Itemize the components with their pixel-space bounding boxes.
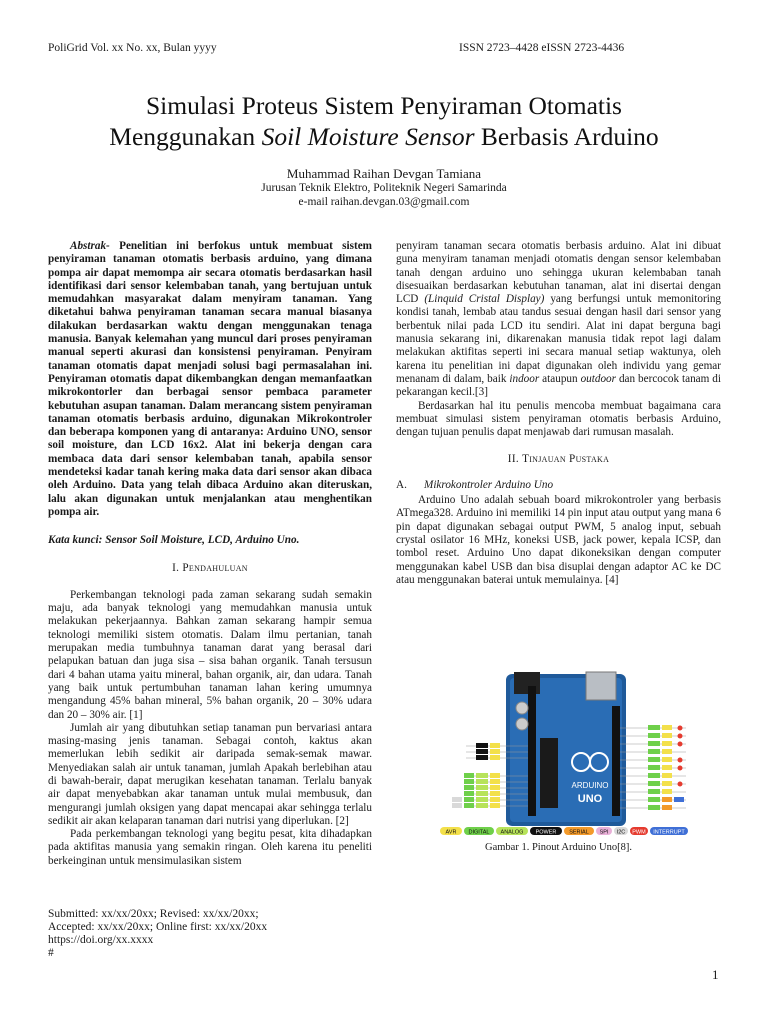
subsection-title: Mikrokontroler Arduino Uno [424, 478, 554, 491]
board-model: UNO [577, 793, 603, 805]
italic-term: (Linquid Cristal Display) [424, 293, 545, 306]
paragraph: Jumlah air yang dibutuhkan setiap tanaman pun bervariasi antara masing-masing jenis tanaman. Sebagai contoh, kaktus akan memerlukan lebih sedikit air daripada semak-semak mawar. Menyediakan salah air untuk tanaman, jumlah Apakah berlebihan atau di bawah-berair, dapat merugikan kesehatan tanaman. Terlalu banyak air dapat menyebabkan akar tanaman untuk mulai membusuk, dan mengurangi jumlah oksigen yang dapat mencapai akar sehingga terlalu sedikit air akan kelaparan tanaman dari nutrisi yang diperlukan. [2] [48, 721, 372, 827]
legend-label: SPI [599, 829, 609, 836]
arduino-board [506, 672, 626, 826]
legend-label: AVR [445, 829, 457, 836]
footer-hash: # [48, 947, 54, 959]
legend-label: INTERRUPT [653, 829, 685, 836]
section-number: II. [507, 453, 519, 466]
footer-doi[interactable]: https://doi.org/xx.xxxx [48, 934, 154, 946]
text: ataupun [539, 372, 581, 385]
affiliation: Jurusan Teknik Elektro, Politeknik Negeri Samarinda [261, 182, 507, 194]
issn-header: ISSN 2723–4428 eISSN 2723-4436 [459, 42, 625, 54]
footer-submitted: Submitted: xx/xx/20xx; Revised: xx/xx/20xx; [48, 908, 259, 920]
legend-label: I2C [616, 829, 626, 836]
subsection-heading [396, 479, 721, 492]
text: dan bercocok tanam di pekarangan kecil.[3] [396, 372, 721, 399]
text: penyiram tanaman secara otomatis berbasis arduino. Alat ini dibuat guna menyiram tanaman menjadi otomatis dengan sensor kelembaban tanah dengan arduino uno sehingga ukuran kelembaban tanah disesuaikan berdasarkan kebutuhan tanaman, alat ini disertai dengan LCD [396, 240, 721, 306]
legend-label: DIGITAL [468, 829, 490, 836]
right-column [396, 240, 721, 587]
section-heading-1 [48, 562, 372, 575]
title-text: Berbasis Arduino [474, 122, 659, 151]
text: yang berfungsi untuk memonitoring kondisi tanah, lembab atau tandus sesuai dengan hasil dari sensor yang berbentuk nilai pada LCD itu sendiri. Alat ini dapat berguna bagi manusia sekarang ini, dikarenakan manusia tidak repot lagi dalam melakukan aktifitas seperti ini secara manual setiap waktunya, oleh karena itu penelitian ini dapat digunakan oleh individu yang gemar menanam di dalam, baik [396, 293, 722, 385]
section-title: Pendahuluan [182, 561, 248, 574]
paragraph: Pada perkembangan teknologi yang begitu pesat, kita dihadapkan pada aktifitas manusia yang semakin ringan. Oleh karena itu peneliti berkeinginan untuk mensimulasikan sistem [48, 828, 372, 867]
legend-label: ANALOG [500, 829, 524, 836]
legend-label: POWER [535, 829, 557, 836]
italic-term: outdoor [580, 372, 616, 385]
abstract-text: Penelitian ini berfokus untuk membuat sistem penyiraman tanaman otomatis berbasis arduino, yang dimana pompa air dapat memompa air secara otomatis berdasarkan hasil identifikasi dari sensor kelembaban tanah, yang bertujuan untuk memudahkan masyarakat dalam menyiram tanaman. Yang diketahui bahwa penyiraman tanaman secara manual biasanya dilakukan berdasarkan waktu dengan menggunakan tenaga manusia. Banyak kelemahan yang muncul dari proses penyiraman manual seperti akurasi dan konsistensi penyiraman. Penyiram tanaman otomatis dapat menjadi solusi bagi permasalahan ini. Penyiraman otomatis dapat dikembangkan dengan memanfaatkan mikrokontorler dan berbagai sensor pembaca parameter kebutuhan asupan tanaman. Dalam merancang sistem penyiraman tanaman otomatis berbasis arduino, digunakan Mikrokontroler dan beberapa komponen yang di antaranya: Arduino UNO, sensor soil moisture, dan LCD 16x2. Alat ini bekerja dengan cara membaca data dari sensor kelembaban tanah, apabila sensor mendeteksi kadar tanah kering maka data dari sensor akan dibaca oleh Arduino. Data yang telah dibaca Arduino akan diteruskan, lalu akan digunakan untuk menjalankan atau menghentikan pompa air. [48, 240, 373, 518]
italic-term: indoor [509, 372, 540, 385]
section-heading-2 [396, 453, 721, 466]
journal-header: PoliGrid Vol. xx No. xx, Bulan yyyy [48, 42, 217, 54]
paper-title-line2 [0, 121, 768, 152]
arduino-pinout-figure [436, 666, 698, 842]
keywords: Kata kunci: Sensor Soil Moisture, LCD, Arduino Uno. [48, 534, 300, 547]
figure-caption: Gambar 1. Pinout Arduino Uno[8]. [485, 842, 632, 853]
abstract-label: Abstrak- [70, 240, 110, 252]
author-email: e-mail raihan.devgan.03@gmail.com [298, 196, 470, 208]
paragraph [396, 240, 721, 400]
title-italic: Soil Moisture Sensor [261, 122, 475, 151]
footer-accepted: Accepted: xx/xx/20xx; Online first: xx/xx/20xx [48, 921, 268, 933]
section-title: Tinjauan Pustaka [522, 453, 610, 466]
page-number: 1 [712, 967, 719, 982]
paragraph: Berdasarkan hal itu penulis mencoba membuat bagaimana cara membuat simulasi sistem penyiraman otomatis berbasis Arduino, dengan tujuan penulis dapat menjawab dari rumusan masalah. [396, 399, 721, 439]
submission-footer [48, 908, 267, 960]
pin-tags-right [648, 725, 684, 810]
title-text: Menggunakan [109, 122, 262, 151]
legend-label: SERIAL [569, 829, 589, 836]
abstract [48, 240, 372, 519]
author-name: Muhammad Raihan Devgan Tamiana [286, 166, 482, 181]
left-column [48, 240, 372, 868]
paragraph: Arduino Uno adalah sebuah board mikrokontroler yang berbasis ATmega328. Arduino ini memiliki 14 pin input atau output yang mana 6 pin dapat digunakan sebagai output PWM, 5 analog input, sebuah crystal osilator 16 MHz, koneksi USB, jack power, kepala ICSP, dan tombol reset. Arduino Uno dapat dikoneksikan dengan computer menggunakan kabel USB dan bisa disuplai dengan adaptor AC ke DC atau menggunakan baterai untuk memulainya. [4] [396, 494, 721, 586]
paper-title-line1: Simulasi Proteus Sistem Penyiraman Otomatis [146, 91, 622, 120]
board-brand: ARDUINO [571, 781, 609, 790]
legend-label: PWM [632, 829, 646, 836]
paragraph: Perkembangan teknologi pada zaman sekarang sudah semakin maju, ada banyak teknologi yang memudahkan manusia untuk melakukan pekerjaannya. Bahkan zaman sekarang hampir semua teknologi memiliki sistem otomatis. Dalam ilmu pertanian, tanah merupakan media tumbuhnya tanaman darat yang berasal dari pelapukan batuan dan juga sisa – sisa bahan organik. Tanah tersusun dari 4 bahan utama yaitu mineral, bahan organik, air, dan udara. Tanah yang baik untuk pertumbuhan tanaman lahan kering umumnya mengandung 45% bahan mineral, 5% bahan organik, 20 – 30% udara dan 20 – 30% air. [1] [48, 588, 372, 721]
subsection-number: A. [396, 478, 407, 491]
section-number: I. [172, 561, 180, 574]
